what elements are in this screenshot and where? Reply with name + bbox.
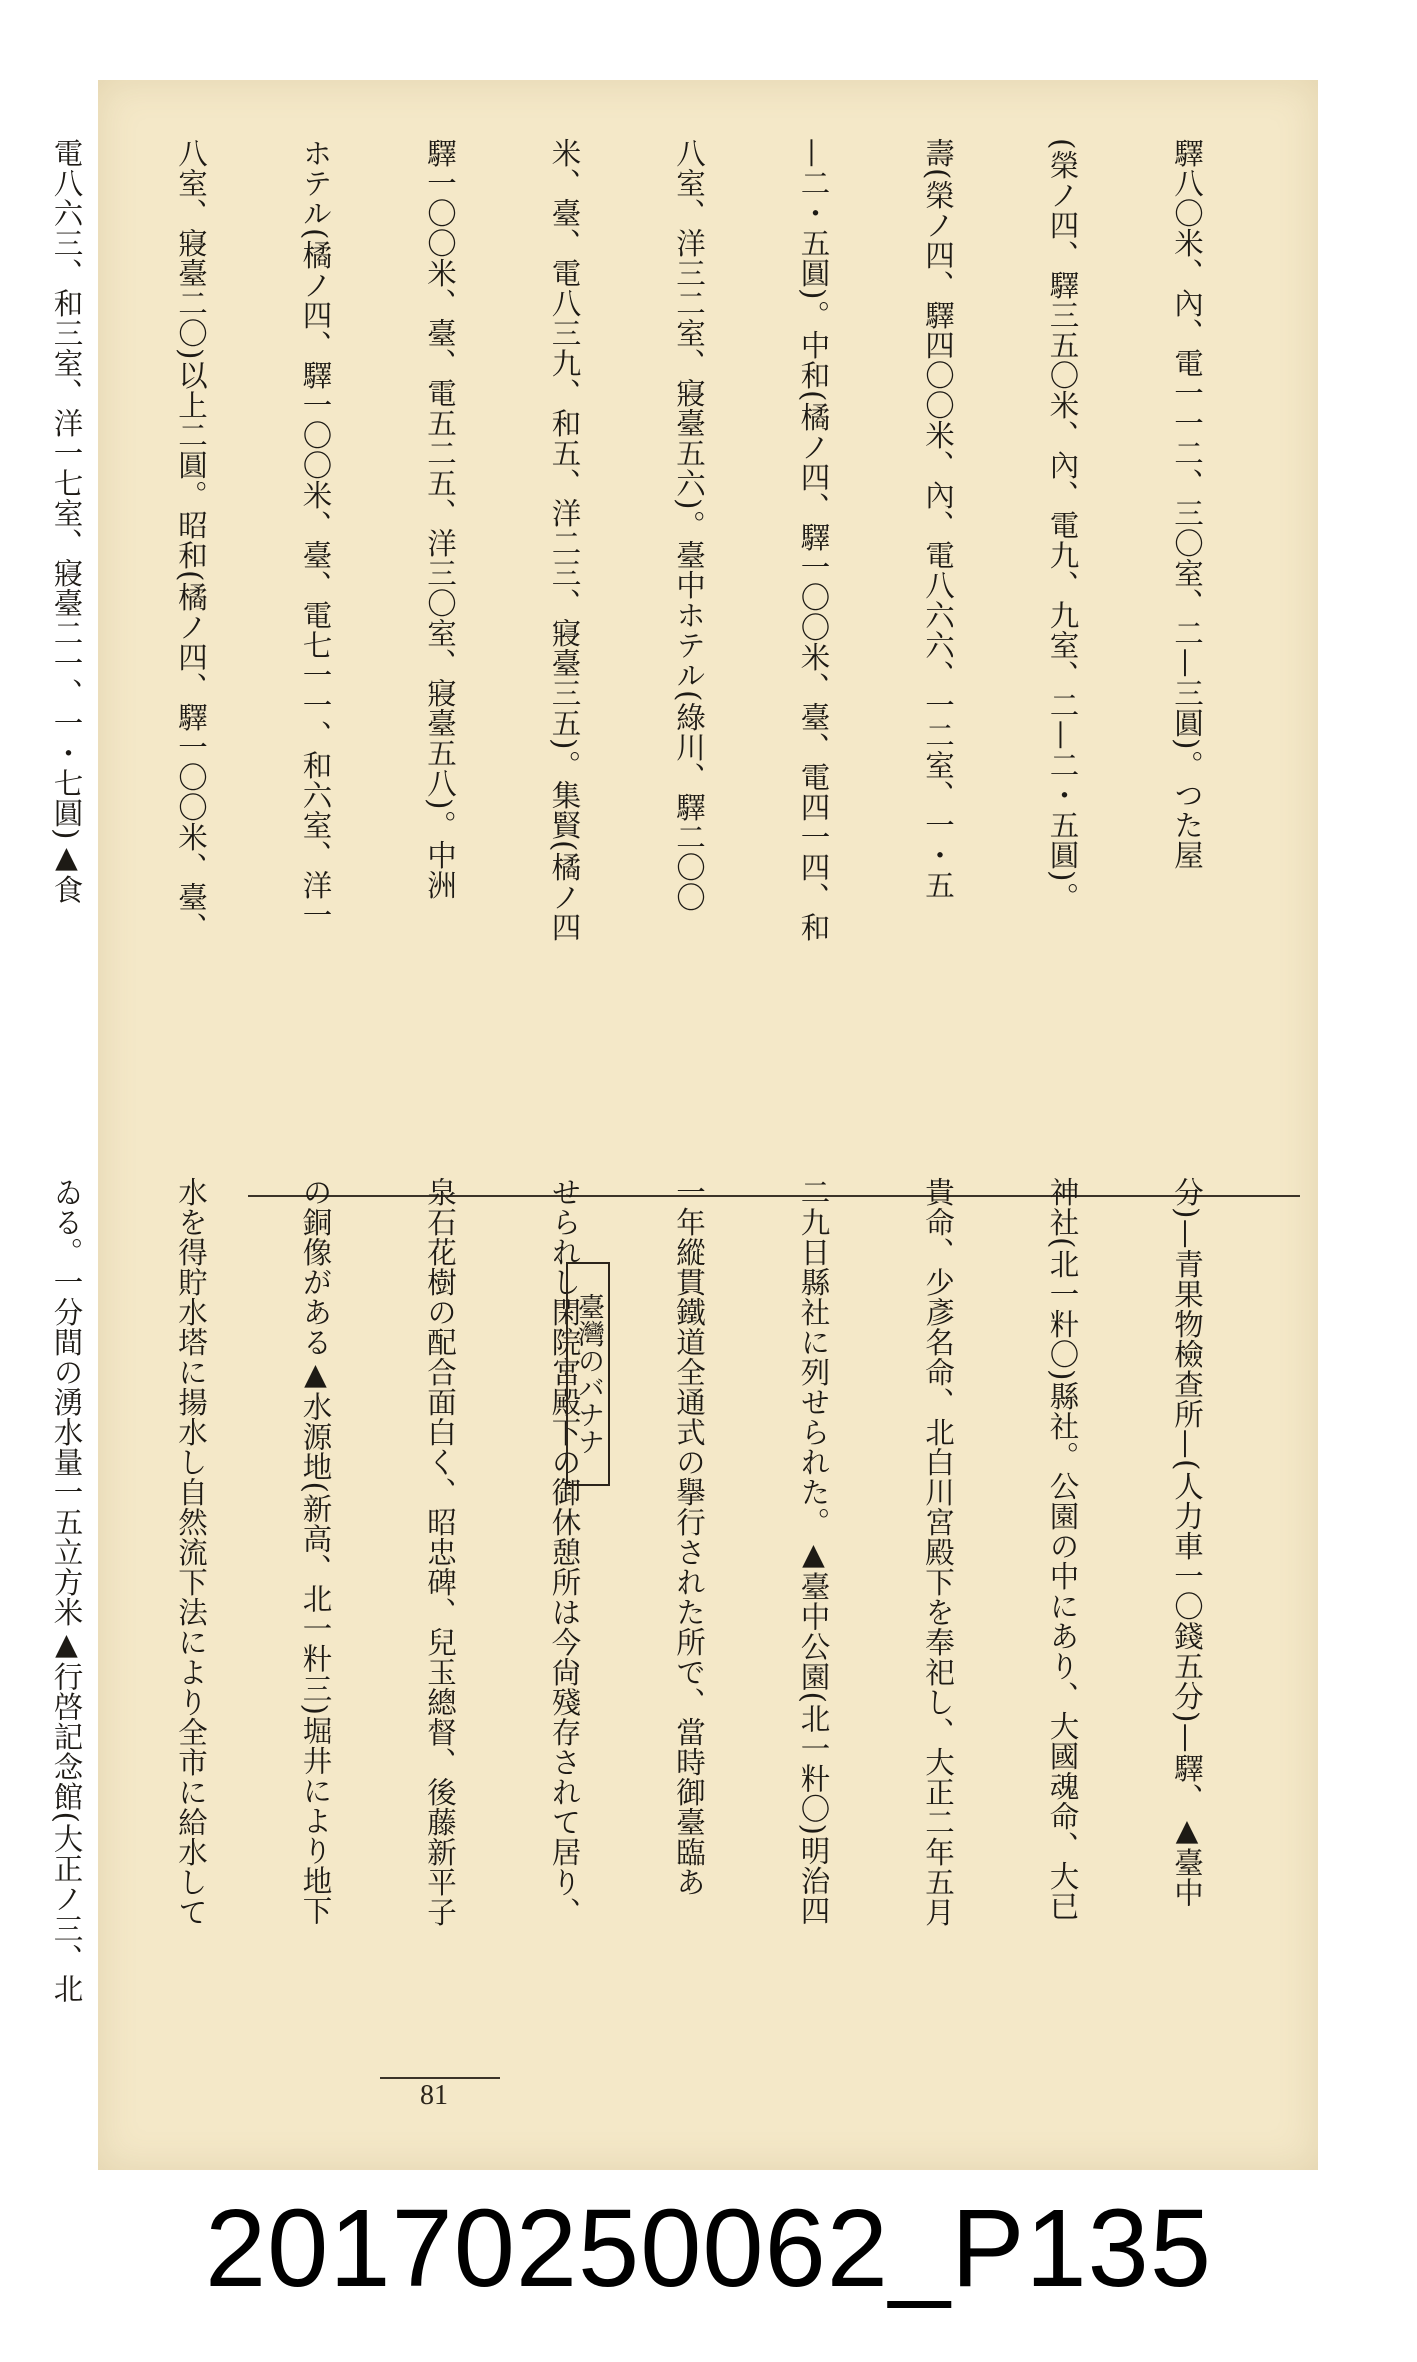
text-line: 水を得貯水塔に揚水し自然流下法により全市に給水して: [174, 1177, 208, 1927]
text-line: 驛一〇〇米、臺、電五二五、洋三〇室、寢臺五八)。中洲: [423, 138, 457, 901]
text-line: 神社(北一籵〇)縣社。公園の中にあり、大國魂命、大已: [1045, 1177, 1080, 1922]
catalog-id-caption: 20170250062_P135: [204, 2187, 1213, 2310]
text-line: 分)—青果物檢查所—(人力車一〇錢五分)—驛、▲臺中: [1170, 1177, 1204, 1908]
text-line: —二・五圓)。中和(橘ノ四、驛一〇〇米、臺、電四一四、和: [796, 138, 831, 943]
text-line: せられし閑院宮殿下の御休憩所は今尙殘存されて居り、: [547, 1177, 582, 1927]
text-line: 八室、寢臺二〇)以上二圓。昭和(橘ノ四、驛一〇〇米、臺、: [174, 138, 208, 943]
text-line: の銅像がある▲水源地(新高、北一籵三)堀井により地下: [298, 1177, 333, 1926]
text-line: 驛八〇米、內、電一一二、三〇室、二—三圓)。つた屋: [1170, 138, 1204, 871]
text-line: 電八六三、和三室、洋一七室、寢臺二一、一・七圓)▲食: [49, 138, 84, 905]
banana-heading-box: 臺灣のバナナ: [566, 1262, 610, 1486]
text-line: ゐる。一分間の湧水量一五立方米▲行啓記念館(大正ノ三、北: [49, 1177, 84, 2004]
book-page: [49, 80, 1318, 2170]
text-line: 一年縱貫鐵道全通式の擧行された所で、當時御臺臨あ: [672, 1177, 706, 1897]
top-text-block: [0, 138, 1290, 1143]
text-line: 壽(榮ノ四、驛四〇〇米、內、電八六六、一二室、一・五: [921, 138, 955, 901]
text-line: 米、臺、電八三九、和五、洋二三、寢臺三五)。集賢(橘ノ四: [547, 138, 582, 943]
text-line: (榮ノ四、驛三五〇米、內、電九、九室、二—二・五圓)。: [1045, 138, 1080, 913]
text-line: 貴命、少彥名命、北白川宮殿下を奉祀し、大正二年五月: [921, 1177, 955, 1927]
text-line: 八室、洋三二室、寢臺五六)。臺中ホテル(綠川、驛二〇〇: [672, 138, 706, 913]
page-number: 81: [420, 2080, 448, 2111]
text-line: 泉石花樹の配合面白く、昭忠碑、兒玉總督、後藤新平子: [423, 1177, 457, 1927]
page-number-rule: [380, 2077, 500, 2079]
text-line: ホテル(橘ノ四、驛一〇〇米、臺、電七一一、和六室、洋一: [298, 138, 333, 931]
text-line: 二九日縣社に列せられた。▲臺中公園(北一籵〇)明治四: [796, 1177, 831, 1926]
bottom-text-block: [0, 1177, 1290, 2004]
